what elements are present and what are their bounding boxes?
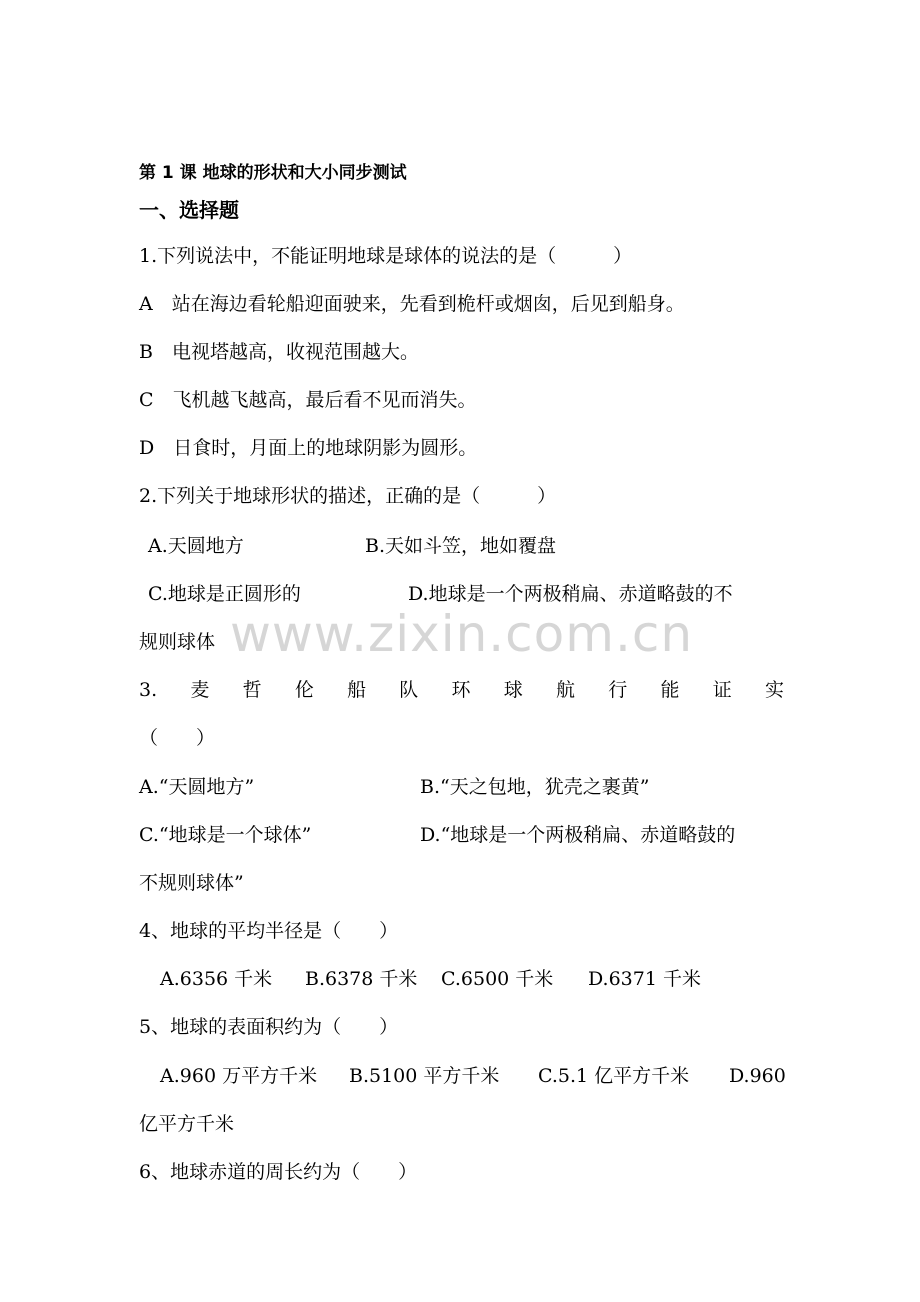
question-1-stem: 1.下列说法中，不能证明地球是球体的说法的是（ ） [139,245,633,267]
stem-char: 球 [503,679,523,701]
stem-char: 航 [556,679,576,701]
question-6-stem: 6、地球赤道的周长约为（ ） [139,1161,418,1183]
question-5-option-b: B.5100 平方千米 [349,1065,500,1087]
question-1-option-b: B 电视塔越高，收视范围越大。 [139,341,419,363]
question-4-option-b: B.6378 千米 [305,968,418,990]
watermark: www.zixin.com.cn [230,605,694,663]
question-4-option-a: A.6356 千米 [160,968,273,990]
question-3-option-d-continued: 不规则球体” [139,872,244,894]
question-3-option-d: D.“地球是一个两极稍扁、赤道略鼓的 [420,824,736,846]
question-3-stem [139,677,784,703]
stem-char: 环 [451,679,471,701]
question-2-stem: 2.下列关于地球形状的描述，正确的是（ ） [139,485,557,507]
question-5-option-c: C.5.1 亿平方千米 [538,1065,690,1087]
stem-char: 行 [608,679,628,701]
stem-char: 实 [764,679,784,701]
stem-char: 能 [660,679,680,701]
question-5-option-d-continued: 亿平方千米 [139,1113,235,1135]
section-heading: 一、选择题 [139,198,239,222]
question-4-option-d: D.6371 千米 [588,968,701,990]
stem-char: 3. [139,679,158,701]
question-2-option-d-continued: 规则球体 [139,631,216,653]
stem-char: 队 [399,679,419,701]
question-5-option-a: A.960 万平方千米 [160,1065,318,1087]
question-5-stem: 5、地球的表面积约为（ ） [139,1016,399,1038]
question-3-option-a: A.“天圆地方” [139,776,255,798]
question-2-option-b: B.天如斗笠，地如覆盘 [365,535,557,557]
stem-char: 哲 [242,679,262,701]
question-1-option-a: A 站在海边看轮船迎面驶来，先看到桅杆或烟囱，后见到船身。 [139,293,685,315]
question-2-option-c: C.地球是正圆形的 [148,583,301,605]
question-4-stem: 4、地球的平均半径是（ ） [139,920,399,942]
question-2-option-d: D.地球是一个两极稍扁、赤道略鼓的不 [408,583,733,605]
stem-char: 证 [712,679,732,701]
question-1-option-d: D 日食时，月面上的地球阴影为圆形。 [139,437,478,459]
question-3-answer-blank: （ ） [139,727,216,749]
question-2-option-a: A.天圆地方 [148,535,244,557]
stem-char: 伦 [294,679,314,701]
stem-char: 船 [347,679,367,701]
stem-char: 麦 [190,679,210,701]
document-title: 第 1 课 地球的形状和大小同步测试 [139,163,407,183]
question-4-option-c: C.6500 千米 [441,968,554,990]
question-3-option-b: B.“天之包地，犹壳之裹黄” [420,776,650,798]
question-1-option-c: C 飞机越飞越高，最后看不见而消失。 [139,389,477,411]
question-3-option-c: C.“地球是一个球体” [139,824,312,846]
question-5-option-d: D.960 [729,1065,786,1087]
